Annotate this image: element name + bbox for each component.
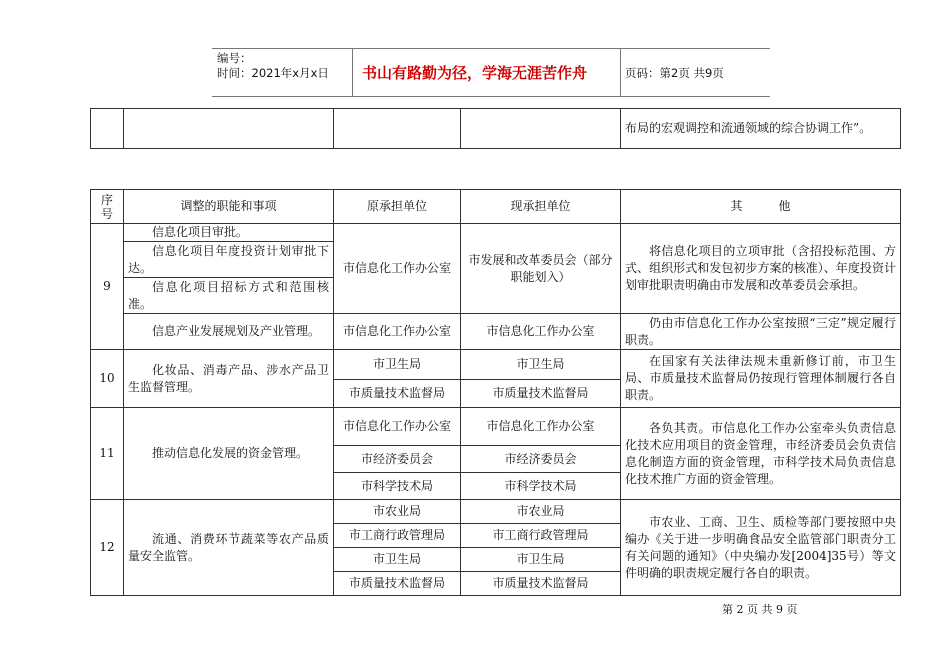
function-item: 推动信息化发展的资金管理。 — [124, 408, 334, 500]
other-note: 将信息化项目的立项审批（含招投标范围、方式、组织形式和发包初步方案的核准）、年度投资计划审批职责明确由市发展和改革委员会承担。 — [621, 224, 901, 314]
header-current-unit: 现承担单位 — [461, 190, 621, 224]
header-seq: 序号 — [91, 190, 124, 224]
row-number: 9 — [91, 224, 124, 350]
row-number: 12 — [91, 500, 124, 596]
header-original-unit: 原承担单位 — [334, 190, 461, 224]
page-indicator: 页码：第2页 共9页 — [625, 66, 724, 80]
current-unit: 市卫生局 — [461, 548, 621, 572]
other-note: 在国家有关法律法规未重新修订前，市卫生局、市质量技术监督局仍按现行管理体制履行各自职责。 — [621, 350, 901, 408]
original-unit: 市质量技术监督局 — [334, 572, 461, 596]
current-unit: 市质量技术监督局 — [461, 380, 621, 408]
current-unit: 市工商行政管理局 — [461, 524, 621, 548]
cont-cell-other: 布局的宏观调控和流通领域的综合协调工作”。 — [621, 109, 901, 149]
function-item: 信息产业发展规划及产业管理。 — [124, 314, 334, 350]
original-unit: 市质量技术监督局 — [334, 380, 461, 408]
original-unit: 市科学技术局 — [334, 473, 461, 500]
function-item: 流通、消费环节蔬菜等农产品质量安全监管。 — [124, 500, 334, 596]
function-item: 化妆品、消毒产品、涉水产品卫生监督管理。 — [124, 350, 334, 408]
function-item: 信息化项目审批。 — [124, 224, 334, 242]
table-header-row — [91, 190, 901, 224]
original-unit: 市工商行政管理局 — [334, 524, 461, 548]
cont-cell-item — [124, 109, 334, 149]
responsibility-table — [90, 189, 901, 596]
function-item: 信息化项目年度投资计划审批下达。 — [124, 242, 334, 278]
table-row — [91, 314, 901, 350]
current-unit: 市发展和改革委员会（部分职能划入） — [461, 224, 621, 314]
motto-text: 书山有路勤为径，学海无涯苦作舟 — [362, 64, 588, 82]
continuation-table — [90, 108, 901, 149]
original-unit: 市信息化工作办公室 — [334, 224, 461, 314]
current-unit: 市信息化工作办公室 — [461, 408, 621, 446]
table-row — [91, 500, 901, 524]
original-unit: 市经济委员会 — [334, 446, 461, 473]
original-unit: 市卫生局 — [334, 548, 461, 572]
header-divider-right — [620, 49, 621, 96]
current-unit: 市质量技术监督局 — [461, 572, 621, 596]
current-unit: 市科学技术局 — [461, 473, 621, 500]
row-number: 11 — [91, 408, 124, 500]
original-unit: 市卫生局 — [334, 350, 461, 380]
table-row — [91, 224, 901, 242]
cont-cell-num — [91, 109, 124, 149]
document-number-label: 编号： — [217, 51, 252, 65]
original-unit: 市信息化工作办公室 — [334, 408, 461, 446]
original-unit: 市信息化工作办公室 — [334, 314, 461, 350]
header-function: 调整的职能和事项 — [124, 190, 334, 224]
table-row — [91, 350, 901, 380]
header-divider-left — [352, 49, 353, 96]
header-bottom-rule — [212, 96, 770, 97]
row-number: 10 — [91, 350, 124, 408]
document-time-label: 时间：2021年x月x日 — [217, 66, 329, 80]
table-row — [91, 408, 901, 446]
cont-cell-orig — [334, 109, 461, 149]
header-top-rule — [212, 48, 770, 49]
current-unit: 市经济委员会 — [461, 446, 621, 473]
current-unit: 市卫生局 — [461, 350, 621, 380]
current-unit: 市农业局 — [461, 500, 621, 524]
page-footer: 第 2 页 共 9 页 — [722, 603, 798, 616]
other-note: 仍由市信息化工作办公室按照“三定”规定履行职责。 — [621, 314, 901, 350]
cont-cell-curr — [461, 109, 621, 149]
function-item: 信息化项目招标方式和范围核准。 — [124, 278, 334, 314]
current-unit: 市信息化工作办公室 — [461, 314, 621, 350]
original-unit: 市农业局 — [334, 500, 461, 524]
other-note: 各负其责。市信息化工作办公室牵头负责信息化技术应用项目的资金管理，市经济委员会负责信息化制造方面的资金管理，市科学技术局负责信息化技术推广方面的资金管理。 — [621, 408, 901, 500]
header-other: 其 他 — [621, 190, 901, 224]
other-note: 市农业、工商、卫生、质检等部门要按照中央编办《关于进一步明确食品安全监管部门职责分工有关问题的通知》（中央编办发[2004]35号）等文件明确的职责规定履行各自的职责。 — [621, 500, 901, 596]
